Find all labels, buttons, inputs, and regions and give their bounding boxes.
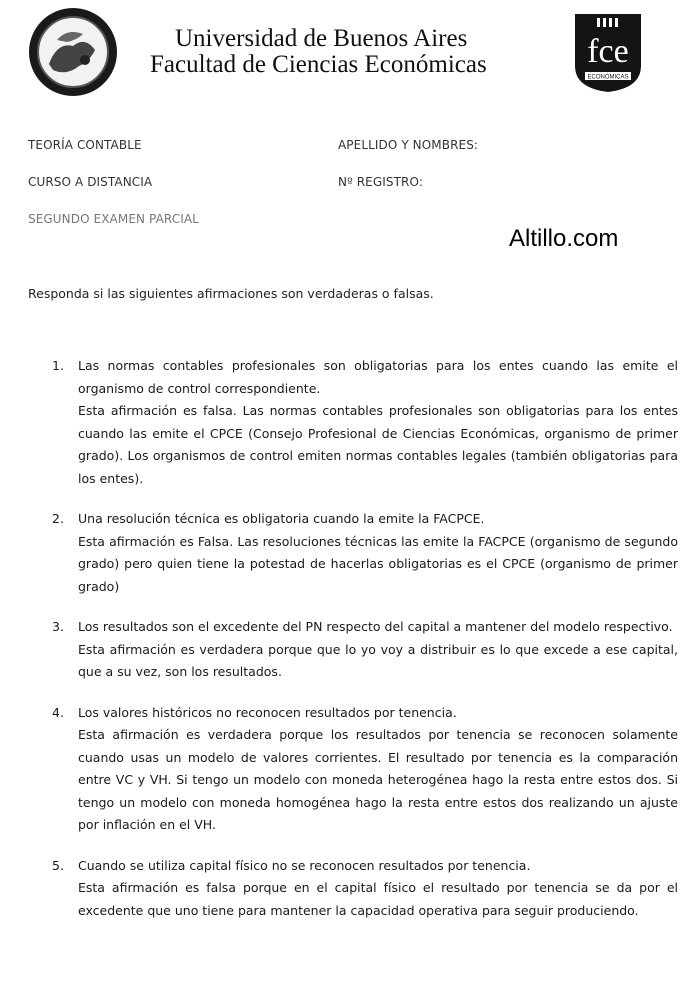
name-field-label: APELLIDO Y NOMBRES:: [338, 138, 479, 152]
watermark: Altillo.com: [509, 225, 619, 252]
registry-field-label: Nº REGISTRO:: [338, 175, 423, 189]
faculty-name: Facultad de Ciencias Económicas: [150, 51, 487, 78]
question-item: [28, 702, 678, 837]
university-seal-icon: [27, 6, 119, 98]
question-answer: Esta afirmación es verdadera porque los resultados por tenencia se reconocen solamente cuando usas un modelo de valores corrientes. El resultado por tenencia es la comparación entre VC y VH. Si tengo un modelo con moneda heterogénea hago la resta entre estos dos. Si tengo un modelo con moneda homogénea hago la resta entre estos dos realizando un ajuste por inflación en el VH.: [78, 727, 678, 832]
questions-list: [28, 355, 678, 922]
question-statement: Una resolución técnica es obligatoria cuando la emite la FACPCE.: [78, 511, 485, 526]
question-body: [78, 616, 678, 684]
question-statement: Los resultados son el excedente del PN respecto del capital a mantener del modelo respectivo.: [78, 619, 673, 634]
fce-shield-icon: [571, 10, 645, 94]
question-number: 2.: [52, 511, 64, 526]
question-statement: Los valores históricos no reconocen resultados por tenencia.: [78, 704, 457, 720]
question-item: [28, 616, 678, 684]
question-statement: Las normas contables profesionales son obligatorias para los entes cuando las emite el organismo de control correspondiente.: [78, 358, 678, 396]
fce-logo-caption: ECONÓMICAS: [587, 74, 629, 81]
question-number: 4.: [52, 704, 64, 720]
question-statement: Cuando se utiliza capital físico no se reconocen resultados por tenencia.: [78, 857, 531, 873]
fce-logo-text: fce: [587, 33, 629, 70]
university-heading: [150, 26, 550, 78]
question-number: 3.: [52, 619, 64, 634]
question-body: [78, 855, 678, 923]
question-body: [78, 702, 678, 837]
question-item: [28, 855, 678, 923]
university-name: Universidad de Buenos Aires: [175, 25, 468, 52]
subject-label: TEORÍA CONTABLE: [28, 138, 142, 152]
question-item: [28, 355, 678, 490]
question-answer: Esta afirmación es Falsa. Las resoluciones técnicas las emite la FACPCE (organismo de segundo grado) pero quien tiene la potestad de hacerlas obligatorias es el CPCE (organismo de primer grado): [78, 533, 678, 594]
question-answer: Esta afirmación es falsa porque en el capital físico el resultado por tenencia se da por el excedente que uno tiene para mantener la capacidad operativa para seguir produciendo.: [78, 880, 678, 918]
question-answer: Esta afirmación es falsa. Las normas contables profesionales son obligatorias para los entes cuando las emite el CPCE (Consejo Profesional de Ciencias Económicas, organismo de primer grado). Los organismos de control emiten normas contables legales (también obligatorias para los entes).: [78, 403, 678, 486]
question-number: 1.: [52, 358, 64, 373]
question-body: [78, 508, 678, 598]
course-label: CURSO A DISTANCIA: [28, 175, 153, 189]
question-number: 5.: [52, 857, 64, 873]
exam-label: SEGUNDO EXAMEN PARCIAL: [28, 212, 199, 226]
instruction-text: Responda si las siguientes afirmaciones son verdaderas o falsas.: [28, 286, 434, 301]
question-answer: Esta afirmación es verdadera porque que lo yo voy a distribuir es lo que excede a ese capital, que a su vez, son los resultados.: [78, 641, 678, 679]
question-item: [28, 508, 678, 598]
question-body: [78, 355, 678, 490]
